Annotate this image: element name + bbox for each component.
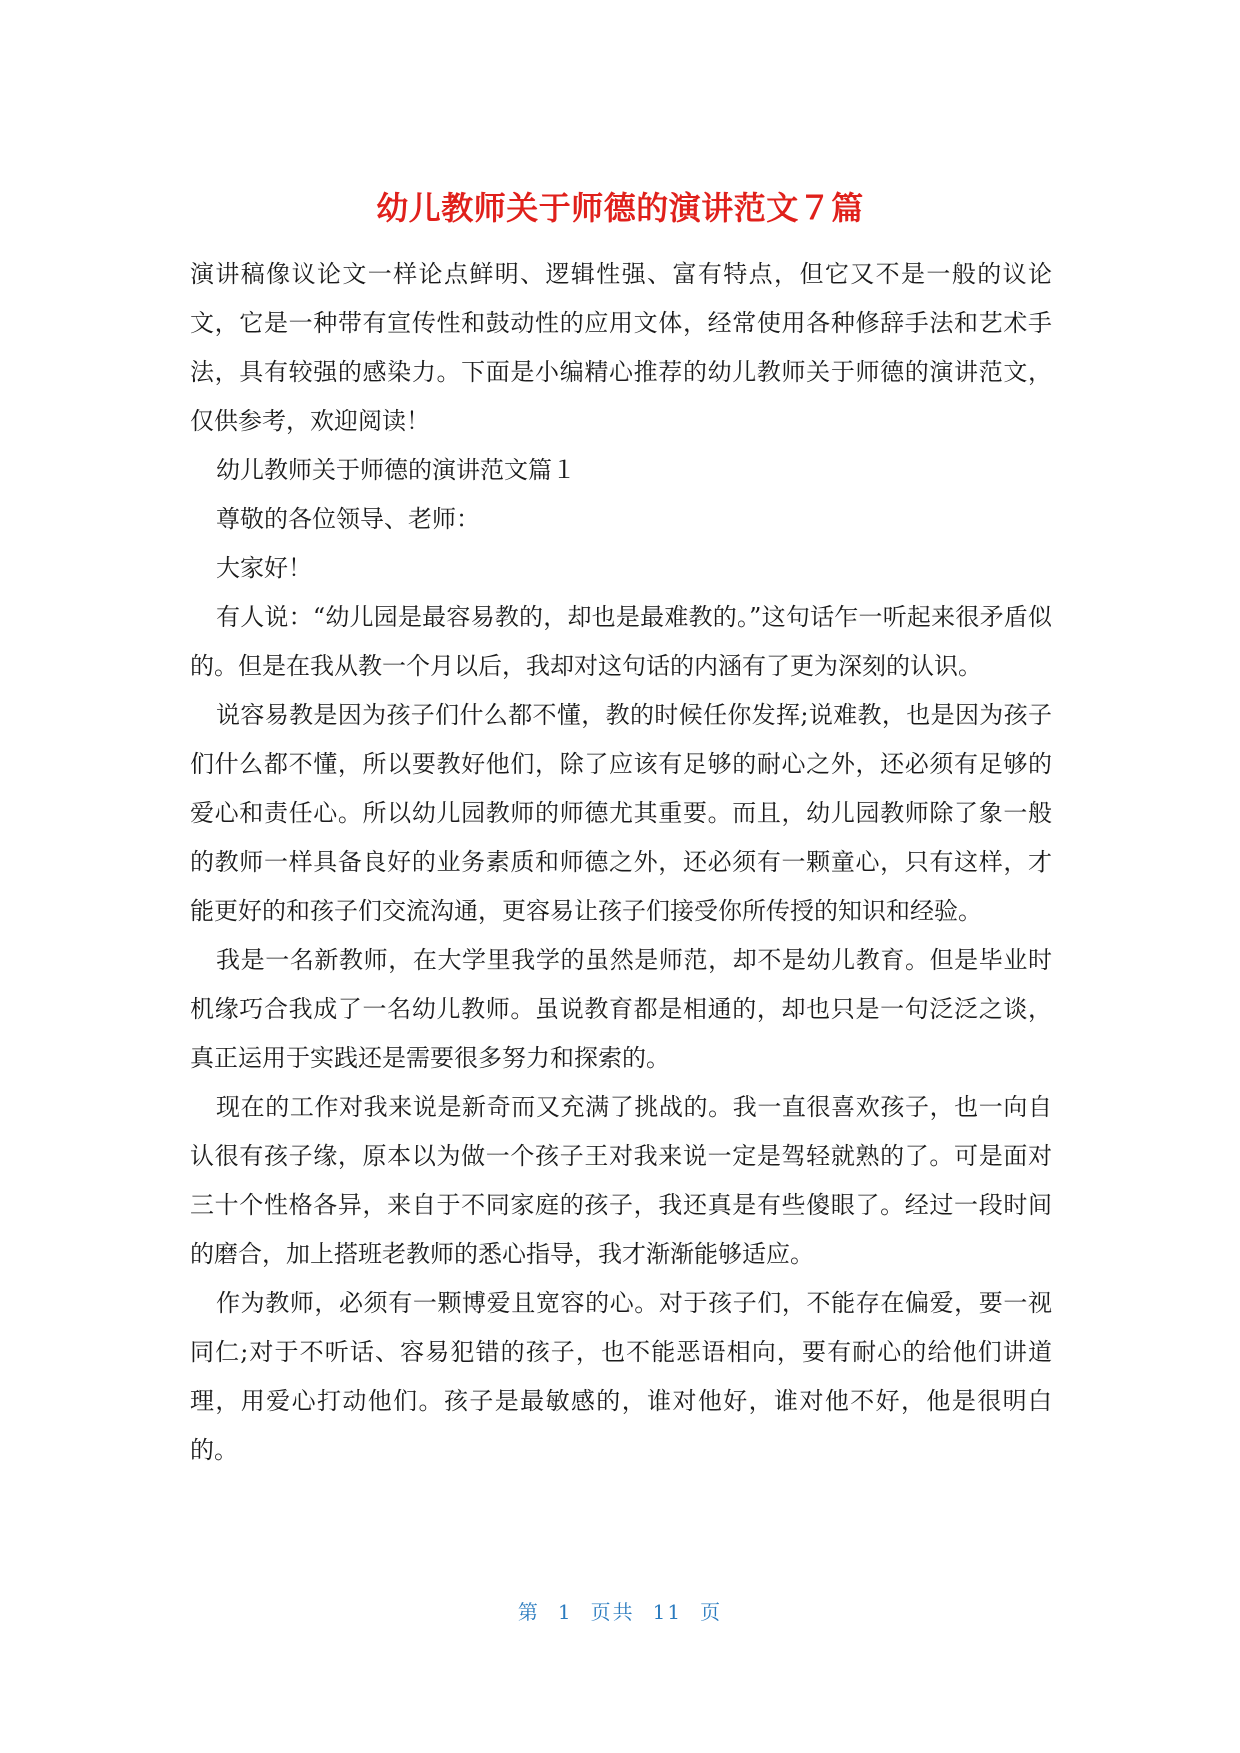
- page-footer: [0, 1596, 1240, 1625]
- body-paragraph: 有人说：“幼儿园是最容易教的，却也是最难教的。”这句话乍一听起来很矛盾似的。但是在我从教一个月以后，我却对这句话的内涵有了更为深刻的认识。: [190, 603, 1052, 680]
- body-paragraph: 现在的工作对我来说是新奇而又充满了挑战的。我一直很喜欢孩子，也一向自认很有孩子缘，原本以为做一个孩子王对我来说一定是驾轻就熟的了。可是面对三十个性格各异，来自于不同家庭的孩子，我还真是有些傻眼了。经过一段时间的磨合，加上搭班老教师的悉心指导，我才渐渐能够适应。: [190, 1093, 1052, 1268]
- body-paragraph: 作为教师，必须有一颗博爱且宽容的心。对于孩子们，不能存在偏爱，要一视同仁;对于不听话、容易犯错的孩子，也不能恶语相向，要有耐心的给他们讲道理，用爱心打动他们。孩子是最敏感的，谁对他好，谁对他不好，他是很明白的。: [190, 1289, 1052, 1464]
- footer-current-page: 1: [557, 1600, 573, 1624]
- salutation: 尊敬的各位领导、老师：: [216, 505, 480, 533]
- footer-suffix: 页: [700, 1600, 723, 1624]
- greeting: 大家好！: [216, 554, 312, 582]
- intro-paragraph: 演讲稿像议论文一样论点鲜明、逻辑性强、富有特点，但它又不是一般的议论文，它是一种带有宣传性和鼓动性的应用文体，经常使用各种修辞手法和艺术手法，具有较强的感染力。下面是小编精心推荐的幼儿教师关于师德的演讲范文，仅供参考，欢迎阅读！: [190, 260, 1052, 435]
- footer-total-pages: 11: [652, 1600, 683, 1624]
- body-paragraph: 我是一名新教师，在大学里我学的虽然是师范，却不是幼儿教育。但是毕业时机缘巧合我成了一名幼儿教师。虽说教育都是相通的，却也只是一句泛泛之谈，真正运用于实践还是需要很多努力和探索的。: [190, 946, 1052, 1072]
- footer-middle: 页共: [590, 1600, 635, 1624]
- section-heading: 幼儿教师关于师德的演讲范文篇１: [216, 456, 576, 484]
- body-paragraph: 说容易教是因为孩子们什么都不懂，教的时候任你发挥;说难教，也是因为孩子们什么都不懂，所以要教好他们，除了应该有足够的耐心之外，还必须有足够的爱心和责任心。所以幼儿园教师的师德尤其重要。而且，幼儿园教师除了象一般的教师一样具备良好的业务素质和师德之外，还必须有一颗童心，只有这样，才能更好的和孩子们交流沟通，更容易让孩子们接受你所传授的知识和经验。: [190, 701, 1052, 925]
- footer-prefix: 第: [517, 1600, 540, 1624]
- document-body: [190, 250, 1052, 1475]
- document-title: 幼儿教师关于师德的演讲范文７篇: [376, 189, 864, 227]
